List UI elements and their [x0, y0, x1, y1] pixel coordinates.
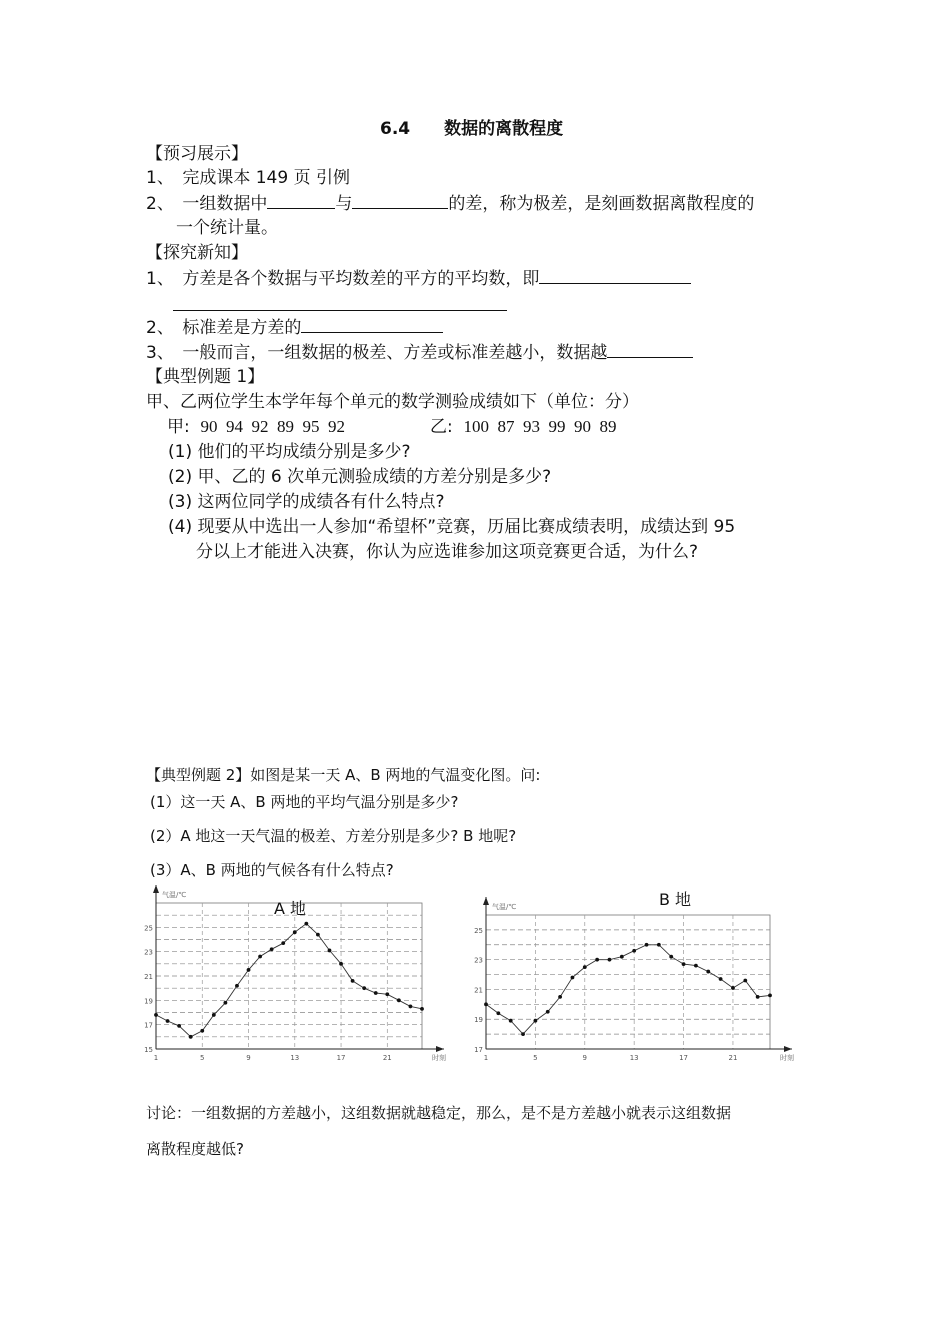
x-tick-label: 5 [533, 1054, 538, 1062]
data-point [166, 1019, 170, 1023]
chart-title: A 地 [273, 899, 307, 918]
y-tick-label: 21 [474, 986, 483, 995]
data-point [533, 1019, 537, 1023]
blank-min-value[interactable] [352, 192, 448, 209]
yi-label: 乙: [430, 417, 453, 437]
data-point [558, 995, 562, 999]
y-tick-label: 25 [474, 926, 483, 935]
data-point [669, 955, 673, 959]
blank-max-value[interactable] [267, 192, 335, 209]
y-tick-label: 23 [144, 948, 153, 957]
data-point [645, 943, 649, 947]
example1-q1: (1) 他们的平均成绩分别是多少? [168, 442, 411, 462]
data-point [212, 1013, 216, 1017]
data-point [328, 949, 332, 953]
explore-item-3 [146, 341, 693, 364]
example2-heading: 【典型例题 2】如图是某一天 A、B 两地的气温变化图。问: [146, 766, 541, 784]
chart-title: B 地 [658, 890, 692, 909]
x-tick-label: 17 [679, 1054, 689, 1062]
data-point [339, 962, 343, 966]
data-point [608, 958, 612, 962]
explore-item-2 [146, 316, 443, 339]
data-point [509, 1019, 513, 1023]
y-axis-label: 气温/℃ [162, 891, 187, 899]
example1-q2: (2) 甲、乙的 6 次单元测验成绩的方差分别是多少? [168, 467, 552, 487]
data-point [293, 930, 297, 934]
jia-scores: 90 94 92 89 95 92 [200, 417, 346, 436]
preview-heading: 【预习展示】 [146, 144, 248, 164]
data-point [154, 1013, 158, 1017]
example1-intro: 甲、乙两位学生本学年每个单元的数学测验成绩如下（单位：分） [146, 392, 639, 412]
x-tick-label: 13 [290, 1054, 300, 1062]
example1-q4-cont: 分以上才能进入决赛，你认为应选谁参加这项竞赛更合适，为什么? [196, 542, 699, 562]
example2-q1: (1）这一天 A、B 两地的平均气温分别是多少? [150, 793, 459, 811]
x-tick-label: 1 [153, 1054, 159, 1062]
data-point [546, 1010, 550, 1014]
data-point [420, 1007, 424, 1011]
data-point [756, 995, 760, 999]
discussion-line-2: 离散程度越低? [146, 1140, 244, 1158]
y-axis-label: 气温/℃ [492, 903, 517, 911]
data-point [247, 968, 251, 972]
preview-item-1: 1、 完成课本 149 页 引例 [146, 168, 350, 188]
explore-item-1-text: 1、 方差是各个数据与平均数差的平方的平均数，即 [146, 269, 540, 289]
explore-heading: 【探究新知】 [146, 243, 248, 263]
preview-item-2-cont: 一个统计量。 [176, 218, 278, 238]
x-axis-label: 时刻 [432, 1054, 446, 1062]
x-tick-label: 1 [483, 1054, 489, 1062]
data-point [304, 922, 308, 926]
jia-scores-row [167, 416, 345, 438]
data-point [235, 984, 239, 988]
explore-item-1-cont [173, 294, 507, 317]
data-point [496, 1011, 500, 1015]
data-point [484, 1002, 488, 1006]
x-tick-label: 9 [582, 1054, 588, 1062]
y-axis-arrow [483, 897, 489, 905]
data-point [281, 941, 285, 945]
yi-scores: 100 87 93 99 90 89 [463, 417, 617, 436]
data-point [177, 1024, 181, 1028]
x-tick-label: 9 [246, 1054, 251, 1062]
preview-item-2-text-c: 的差，称为极差，是刻画数据离散程度的 [448, 194, 755, 214]
preview-item-2 [146, 192, 754, 215]
data-point [362, 986, 366, 990]
data-point [397, 998, 401, 1002]
chart-b-temperature [470, 883, 802, 1070]
data-point [223, 1001, 227, 1005]
y-axis-arrow [153, 885, 159, 893]
data-point [595, 958, 599, 962]
blank-variance-formula[interactable] [539, 267, 691, 284]
chart-a-temperature [140, 888, 450, 1070]
y-tick-label: 23 [474, 956, 483, 965]
y-tick-label: 17 [474, 1046, 483, 1054]
preview-item-2-text-b: 与 [335, 194, 353, 214]
data-point [694, 964, 698, 968]
explore-item-1 [146, 267, 691, 290]
x-tick-label: 21 [728, 1054, 738, 1062]
data-point [189, 1035, 193, 1039]
data-point [409, 1005, 413, 1009]
x-tick-label: 5 [200, 1054, 205, 1062]
page-title: 6.4 数据的离散程度 [380, 119, 564, 139]
example2-q2: (2）A 地这一天气温的极差、方差分别是多少? B 地呢? [150, 827, 517, 845]
y-tick-label: 19 [474, 1016, 483, 1025]
jia-label: 甲: [167, 417, 190, 437]
data-point [521, 1032, 525, 1036]
data-point [374, 991, 378, 995]
y-tick-label: 19 [144, 997, 153, 1006]
y-tick-label: 15 [144, 1046, 153, 1054]
y-tick-label: 17 [144, 1021, 153, 1030]
data-point [620, 955, 624, 959]
data-point [258, 955, 262, 959]
data-point [743, 979, 747, 983]
data-point [657, 943, 661, 947]
x-axis-arrow [436, 1046, 444, 1052]
data-point [385, 992, 389, 996]
example1-q4: (4) 现要从中选出一人参加“希望杯”竞赛，历届比赛成绩表明，成绩达到 95 [168, 517, 736, 537]
series-line [156, 924, 422, 1037]
x-tick-label: 17 [336, 1054, 346, 1062]
x-tick-label: 21 [382, 1054, 392, 1062]
data-point [200, 1029, 204, 1033]
data-point [682, 962, 686, 966]
y-tick-label: 21 [144, 973, 153, 981]
data-point [719, 977, 723, 981]
data-point [316, 933, 320, 937]
example2-q3: (3）A、B 两地的气候各有什么特点? [150, 861, 394, 879]
data-point [706, 970, 710, 974]
blank-variance-formula-cont[interactable] [173, 294, 507, 311]
data-point [731, 986, 735, 990]
data-point [768, 994, 772, 998]
plot-frame [486, 915, 770, 1049]
x-axis-arrow [784, 1046, 792, 1052]
explore-item-3-text: 3、 一般而言，一组数据的极差、方差或标准差越小，数据越 [146, 343, 608, 363]
x-tick-label: 13 [629, 1054, 639, 1062]
preview-item-2-text-a: 2、 一组数据中 [146, 194, 268, 214]
yi-scores-row [430, 416, 617, 438]
data-point [270, 947, 274, 951]
data-point [351, 979, 355, 983]
data-point [571, 976, 575, 980]
data-point [583, 965, 587, 969]
example1-q3: (3) 这两位同学的成绩各有什么特点? [168, 492, 445, 512]
blank-stable[interactable] [607, 341, 693, 358]
explore-item-2-text: 2、 标准差是方差的 [146, 318, 302, 338]
x-axis-label: 时刻 [780, 1054, 794, 1062]
y-tick-label: 25 [144, 924, 153, 933]
discussion-line-1: 讨论：一组数据的方差越小，这组数据就越稳定，那么，是不是方差越小就表示这组数据 [146, 1104, 732, 1122]
example1-heading: 【典型例题 1】 [146, 367, 265, 387]
blank-std-dev[interactable] [301, 316, 443, 333]
data-point [632, 949, 636, 953]
